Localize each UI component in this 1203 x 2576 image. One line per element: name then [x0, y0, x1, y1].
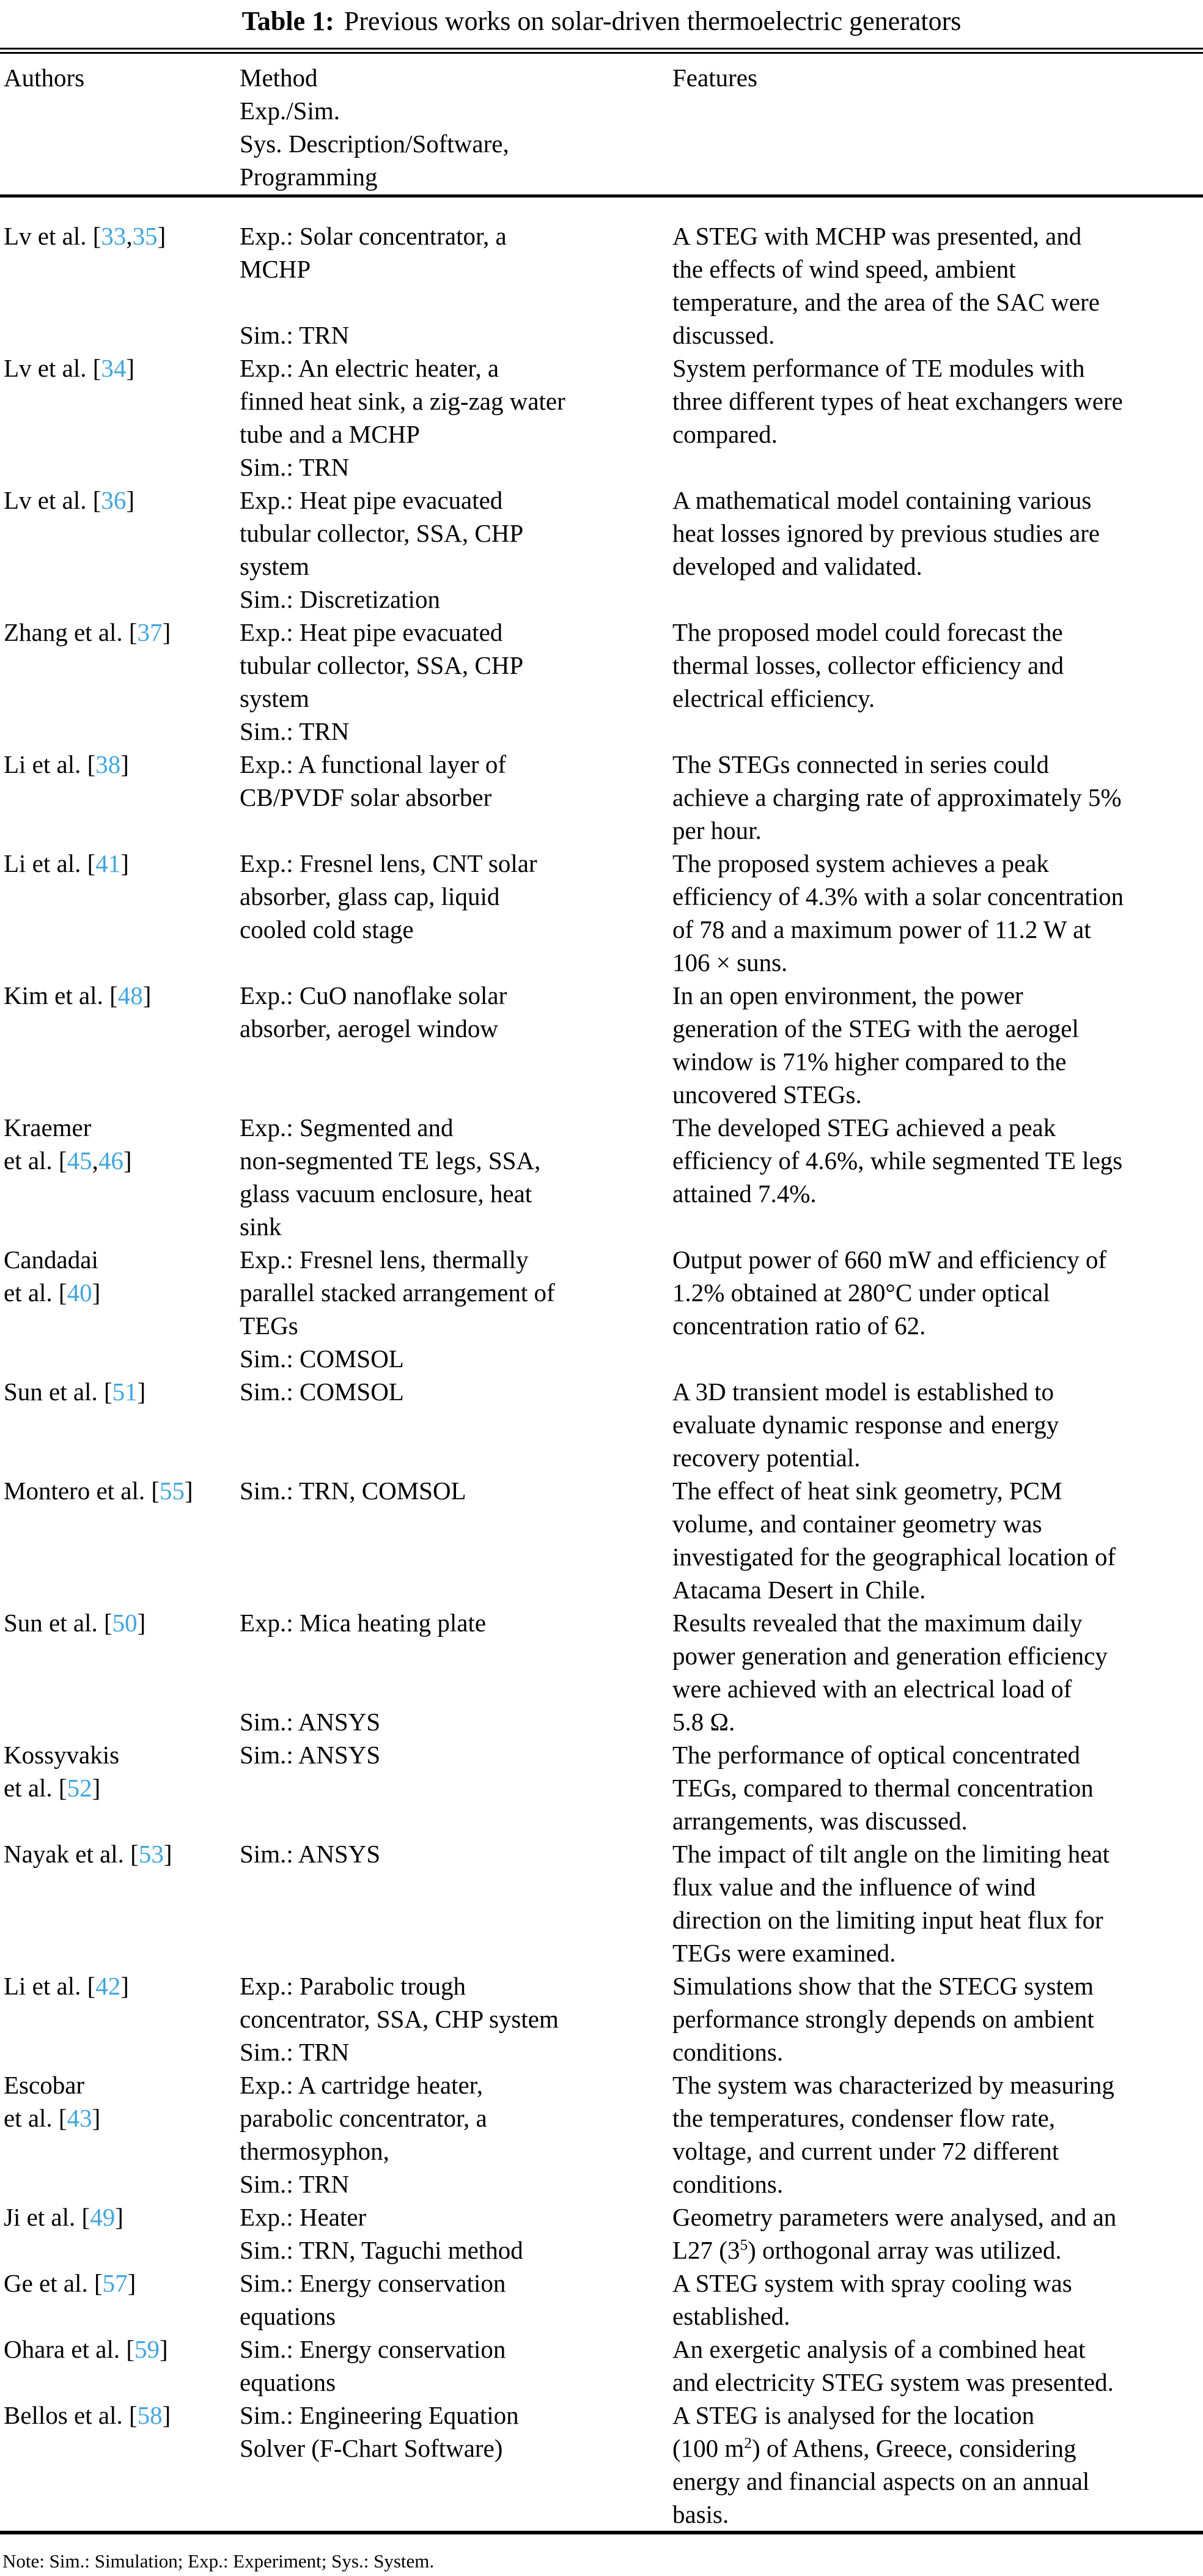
features-line: A STEG with MCHP was presented, and: [672, 222, 1082, 250]
features-cell: [672, 979, 1203, 1111]
citation-link[interactable]: 46: [98, 1146, 123, 1175]
method-cell: [240, 2069, 672, 2201]
features-line: Results revealed that the maximum daily: [672, 1609, 1083, 1637]
method-line: Sim.: ANSYS: [240, 1708, 381, 1736]
citation-link[interactable]: 34: [101, 354, 127, 382]
method-line: Sim.: TRN: [240, 2038, 350, 2066]
author-line: Lv et al. [34]: [4, 354, 135, 382]
features-line: TEGs were examined.: [672, 1939, 896, 1967]
citation-link[interactable]: 41: [95, 849, 121, 877]
author-cell: [0, 979, 240, 1111]
method-cell: [240, 748, 672, 847]
table-row: [0, 2399, 1203, 2531]
citation-link[interactable]: 37: [137, 618, 163, 646]
method-line: TEGs: [240, 1312, 298, 1340]
features-line: The system was characterized by measuring: [672, 2071, 1114, 2099]
features-line: The STEGs connected in series could: [672, 750, 1049, 778]
features-line: efficiency of 4.3% with a solar concentration: [672, 882, 1124, 910]
features-line: conditions.: [672, 2170, 784, 2198]
method-line: Sim.: TRN: [240, 321, 350, 349]
method-cell: [240, 220, 672, 352]
features-line: The proposed model could forecast the: [672, 618, 1063, 646]
features-line: System performance of TE modules with: [672, 354, 1085, 382]
table-number-label: Table 1:: [241, 6, 334, 36]
author-cell: [0, 616, 240, 748]
method-line: CB/PVDF solar absorber: [240, 783, 492, 811]
method-header-cell: [240, 61, 672, 193]
author-cell: [0, 1111, 240, 1243]
author-line: Bellos et al. [58]: [4, 2401, 171, 2429]
method-line: finned heat sink, a zig-zag water: [240, 387, 565, 415]
features-cell: [672, 2069, 1203, 2201]
citation-link[interactable]: 45: [67, 1146, 92, 1175]
col-header-authors: Authors: [4, 64, 85, 92]
method-line: sink: [240, 1212, 282, 1241]
method-line: [240, 286, 672, 319]
table-row: [0, 352, 1203, 484]
method-line: Sim.: Energy conservation: [240, 2335, 506, 2363]
features-line: The performance of optical concentrated: [672, 1741, 1081, 1769]
method-line: Sim.: TRN: [240, 717, 350, 745]
method-cell: [240, 979, 672, 1111]
table-row: [0, 1606, 1203, 1738]
citation-link[interactable]: 33: [101, 222, 127, 250]
author-cell: [0, 2069, 240, 2201]
features-line: An exergetic analysis of a combined heat: [672, 2335, 1086, 2363]
table-note: Note: Sim.: Simulation; Exp.: Experiment; Sys.: System.: [2, 2550, 435, 2572]
features-line: of 78 and a maximum power of 11.2 W at: [672, 915, 1091, 943]
features-line: attained 7.4%.: [672, 1179, 817, 1208]
features-line: 5.8 Ω.: [672, 1708, 735, 1736]
features-cell: [672, 748, 1203, 847]
author-cell: [0, 484, 240, 616]
method-line: Exp.: Parabolic trough: [240, 1972, 466, 2000]
features-line: uncovered STEGs.: [672, 1080, 862, 1109]
method-line: system: [240, 684, 309, 712]
method-line: Exp.: Heater: [240, 2203, 367, 2231]
table-row: [0, 2201, 1203, 2267]
features-cell: [672, 352, 1203, 484]
method-line: Exp.: Fresnel lens, thermally: [240, 1246, 529, 1274]
method-line: equations: [240, 2368, 336, 2396]
features-cell: [672, 2201, 1203, 2267]
citation-link[interactable]: 49: [90, 2203, 116, 2231]
method-line: tubular collector, SSA, CHP: [240, 651, 524, 679]
method-line: Sim.: Engineering Equation: [240, 2401, 519, 2429]
method-line: cooled cold stage: [240, 915, 414, 943]
features-line: temperature, and the area of the SAC were: [672, 288, 1100, 316]
features-cell: [672, 1375, 1203, 1474]
features-line: window is 71% higher compared to the: [672, 1047, 1067, 1076]
features-line: investigated for the geographical location of: [672, 1543, 1116, 1571]
method-line: tube and a MCHP: [240, 420, 420, 448]
method-cell: [240, 847, 672, 979]
author-line: Montero et al. [55]: [4, 1477, 193, 1505]
features-line: 106 × suns.: [672, 948, 788, 976]
features-cell: [672, 2267, 1203, 2333]
authors-header-cell: [0, 61, 240, 193]
features-line: electrical efficiency.: [672, 684, 875, 712]
author-cell: [0, 2267, 240, 2333]
features-line: the effects of wind speed, ambient: [672, 255, 1016, 283]
features-line: direction on the limiting input heat flux for: [672, 1906, 1103, 1934]
table-row: [0, 2267, 1203, 2333]
method-line: MCHP: [240, 255, 311, 283]
method-line: Sim.: TRN, COMSOL: [240, 1477, 466, 1505]
citation-link[interactable]: 35: [132, 222, 158, 250]
table-row: [0, 847, 1203, 979]
author-line: Li et al. [42]: [4, 1972, 129, 2000]
author-line: Zhang et al. [37]: [4, 618, 171, 646]
features-line: voltage, and current under 72 different: [672, 2137, 1059, 2165]
author-cell: [0, 748, 240, 847]
citation-link[interactable]: 43: [67, 2104, 92, 2132]
features-line: thermal losses, collector efficiency and: [672, 651, 1064, 679]
features-line: arrangements, was discussed.: [672, 1807, 968, 1835]
table-row: [0, 979, 1203, 1111]
features-line: compared.: [672, 420, 778, 448]
method-line: absorber, aerogel window: [240, 1014, 499, 1043]
table-row: [0, 1969, 1203, 2069]
author-cell: [0, 2399, 240, 2531]
features-line: L27 $(3^5)$ orthogonal array was utilized.: [672, 2236, 1062, 2264]
method-line: Exp.: An electric heater, a: [240, 354, 499, 382]
method-line: Sim.: ANSYS: [240, 1840, 381, 1868]
citation-link[interactable]: 48: [117, 981, 143, 1009]
table-header-row: [0, 61, 1203, 193]
method-line: Exp.: A functional layer of: [240, 750, 507, 778]
method-line: Sim.: TRN: [240, 453, 350, 481]
features-line: A STEG is analysed for the location: [672, 2401, 1035, 2429]
table-row: [0, 1111, 1203, 1243]
features-line: three different types of heat exchangers were: [672, 387, 1123, 415]
features-line: (100 $m^2$) of Athens, Greece, considering: [672, 2434, 1076, 2462]
table-row: [0, 1243, 1203, 1375]
paper-page: [0, 4, 1203, 2574]
features-cell: [672, 1969, 1203, 2069]
author-line: Ji et al. [49]: [4, 2203, 123, 2231]
author-line: Escobar: [4, 2071, 85, 2099]
method-line: [240, 1639, 672, 1672]
method-line: equations: [240, 2302, 336, 2330]
author-cell: [0, 1837, 240, 1969]
col-header-features: Features: [672, 64, 757, 92]
features-line: basis.: [672, 2500, 729, 2528]
method-line: Sim.: TRN: [240, 2170, 350, 2198]
features-line: generation of the STEG with the aerogel: [672, 1014, 1079, 1043]
method-line: parabolic concentrator, a: [240, 2104, 487, 2132]
features-line: achieve a charging rate of approximately 5%: [672, 783, 1122, 811]
top-rule: [0, 48, 1203, 54]
method-cell: [240, 1375, 672, 1474]
method-cell: [240, 2333, 672, 2399]
citation-link[interactable]: 38: [95, 750, 121, 778]
method-cell: [240, 1243, 672, 1375]
author-line: Nayak et al. [53]: [4, 1840, 172, 1868]
author-line: Kraemer: [4, 1113, 92, 1142]
table-row: [0, 748, 1203, 847]
author-line: Lv et al. [33,35]: [4, 222, 166, 250]
features-cell: [672, 2333, 1203, 2399]
features-line: concentration ratio of 62.: [672, 1312, 926, 1340]
author-line: Sun et al. [51]: [4, 1378, 146, 1406]
method-line: Exp.: Fresnel lens, CNT solar: [240, 849, 537, 877]
author-cell: [0, 1243, 240, 1375]
features-line: A STEG system with spray cooling was: [672, 2269, 1072, 2297]
table-title: [0, 4, 1203, 39]
features-line: the temperatures, condenser flow rate,: [672, 2104, 1056, 2132]
method-line: glass vacuum enclosure, heat: [240, 1179, 532, 1208]
col-header-exp-sim: Exp./Sim.: [240, 97, 340, 125]
features-line: per hour.: [672, 816, 762, 844]
table-row: [0, 2333, 1203, 2399]
citation-link[interactable]: 52: [67, 1774, 92, 1802]
features-line: A 3D transient model is established to: [672, 1378, 1054, 1406]
method-cell: [240, 1738, 672, 1837]
citation-link[interactable]: 58: [137, 2401, 163, 2429]
author-line: et al. [45,46]: [4, 1146, 132, 1175]
author-cell: [0, 352, 240, 484]
table-row: [0, 616, 1203, 748]
features-line: were achieved with an electrical load of: [672, 1675, 1072, 1703]
author-line: Li et al. [38]: [4, 750, 129, 778]
features-line: volume, and container geometry was: [672, 1510, 1042, 1538]
method-cell: [240, 616, 672, 748]
method-line: Exp.: Heat pipe evacuated: [240, 486, 503, 514]
features-line: Output power of 660 mW and efficiency of: [672, 1246, 1107, 1274]
bottom-rule: [0, 2531, 1203, 2534]
citation-link[interactable]: 42: [95, 1972, 121, 2000]
citation-link[interactable]: 53: [138, 1840, 164, 1868]
method-line: [240, 1672, 672, 1705]
method-cell: [240, 1837, 672, 1969]
col-header-sys-description: Sys. Description/Software,: [240, 130, 509, 158]
features-line: The proposed system achieves a peak: [672, 849, 1049, 877]
method-cell: [240, 484, 672, 616]
col-header-method: Method: [240, 64, 318, 92]
table-row: [0, 2069, 1203, 2201]
citation-link[interactable]: 55: [160, 1477, 185, 1505]
features-line: conditions.: [672, 2038, 784, 2066]
features-cell: [672, 484, 1203, 616]
author-cell: [0, 847, 240, 979]
author-line: Li et al. [41]: [4, 849, 129, 877]
citation-link[interactable]: 36: [101, 486, 127, 514]
features-cell: [672, 1606, 1203, 1738]
method-line: non-segmented TE legs, SSA,: [240, 1146, 541, 1175]
method-line: Sim.: COMSOL: [240, 1345, 404, 1373]
citation-link[interactable]: 51: [112, 1378, 138, 1406]
features-line: The effect of heat sink geometry, PCM: [672, 1477, 1062, 1505]
table-row: [0, 1738, 1203, 1837]
features-line: The impact of tilt angle on the limiting heat: [672, 1840, 1110, 1868]
features-line: The developed STEG achieved a peak: [672, 1113, 1056, 1142]
table-row: [0, 1375, 1203, 1474]
features-cell: [672, 1474, 1203, 1606]
method-line: Sim.: Discretization: [240, 585, 440, 613]
author-line: Ge et al. [57]: [4, 2269, 136, 2297]
author-cell: [0, 2201, 240, 2267]
author-cell: [0, 1606, 240, 1738]
method-line: system: [240, 552, 309, 580]
author-cell: [0, 1375, 240, 1474]
features-line: recovery potential.: [672, 1444, 861, 1472]
features-line: evaluate dynamic response and energy: [672, 1411, 1059, 1439]
features-line: efficiency of 4.6%, while segmented TE legs: [672, 1146, 1123, 1175]
author-line: et al. [43]: [4, 2104, 101, 2132]
method-line: Exp.: CuO nanoflake solar: [240, 981, 507, 1009]
features-line: established.: [672, 2302, 790, 2330]
features-cell: [672, 847, 1203, 979]
author-line: Lv et al. [36]: [4, 486, 135, 514]
citation-link[interactable]: 57: [102, 2269, 128, 2297]
features-line: discussed.: [672, 321, 775, 349]
author-cell: [0, 2333, 240, 2399]
method-line: tubular collector, SSA, CHP: [240, 519, 524, 547]
table-row: [0, 484, 1203, 616]
features-line: In an open environment, the power: [672, 981, 1023, 1009]
method-line: Exp.: A cartridge heater,: [240, 2071, 483, 2099]
method-cell: [240, 1606, 672, 1738]
features-cell: [672, 1837, 1203, 1969]
method-line: Solver (F-Chart Software): [240, 2434, 503, 2462]
method-cell: [240, 2201, 672, 2267]
author-cell: [0, 1738, 240, 1837]
table-row: [0, 220, 1203, 352]
features-line: and electricity STEG system was presented.: [672, 2368, 1114, 2396]
features-line: A mathematical model containing various: [672, 486, 1092, 514]
citation-link[interactable]: 59: [134, 2335, 160, 2363]
author-line: Kim et al. [48]: [4, 981, 152, 1009]
method-line: absorber, glass cap, liquid: [240, 882, 500, 910]
features-header-cell: [672, 61, 1203, 193]
features-cell: [672, 1111, 1203, 1243]
method-cell: [240, 1969, 672, 2069]
features-line: Atacama Desert in Chile.: [672, 1576, 926, 1604]
table-caption: Previous works on solar-driven thermoelectric generators: [344, 6, 962, 36]
author-line: et al. [52]: [4, 1774, 101, 1802]
method-line: Exp.: Segmented and: [240, 1113, 454, 1142]
features-cell: [672, 1738, 1203, 1837]
method-line: Sim.: ANSYS: [240, 1741, 381, 1769]
citation-link[interactable]: 50: [112, 1609, 138, 1637]
table-row: [0, 1474, 1203, 1606]
author-line: Sun et al. [50]: [4, 1609, 146, 1637]
features-cell: [672, 2399, 1203, 2531]
features-line: energy and financial aspects on an annual: [672, 2467, 1090, 2495]
header-rule: [0, 194, 1203, 197]
author-line: Candadai: [4, 1246, 98, 1274]
method-line: Exp.: Heat pipe evacuated: [240, 618, 503, 646]
features-cell: [672, 1243, 1203, 1375]
features-line: Geometry parameters were analysed, and an: [672, 2203, 1117, 2231]
author-line: Ohara et al. [59]: [4, 2335, 168, 2363]
method-line: Sim.: Energy conservation: [240, 2269, 506, 2297]
features-line: performance strongly depends on ambient: [672, 2005, 1094, 2033]
method-line: concentrator, SSA, CHP system: [240, 2005, 559, 2033]
features-line: heat losses ignored by previous studies are: [672, 519, 1100, 547]
method-line: thermosyphon,: [240, 2137, 389, 2165]
method-line: Sim.: COMSOL: [240, 1378, 404, 1406]
method-cell: [240, 2399, 672, 2531]
features-line: power generation and generation efficiency: [672, 1642, 1108, 1670]
table-body: [0, 220, 1203, 2531]
method-line: Sim.: TRN, Taguchi method: [240, 2236, 523, 2264]
features-line: TEGs, compared to thermal concentration: [672, 1774, 1094, 1802]
features-cell: [672, 616, 1203, 748]
author-line: et al. [40]: [4, 1279, 101, 1307]
method-cell: [240, 1474, 672, 1606]
features-cell: [672, 220, 1203, 352]
method-cell: [240, 1111, 672, 1243]
col-header-programming: Programming: [240, 163, 378, 191]
method-line: Exp.: Mica heating plate: [240, 1609, 487, 1637]
features-line: developed and validated.: [672, 552, 922, 580]
method-cell: [240, 2267, 672, 2333]
citation-link[interactable]: 40: [67, 1279, 92, 1307]
features-line: Simulations show that the STECG system: [672, 1972, 1094, 2000]
features-line: flux value and the influence of wind: [672, 1873, 1036, 1901]
method-line: parallel stacked arrangement of: [240, 1279, 555, 1307]
author-cell: [0, 220, 240, 352]
author-cell: [0, 1969, 240, 2069]
table-row: [0, 1837, 1203, 1969]
features-line: 1.2% obtained at 280°C under optical: [672, 1279, 1050, 1307]
author-line: Kossyvakis: [4, 1741, 120, 1769]
method-line: Exp.: Solar concentrator, a: [240, 222, 507, 250]
method-cell: [240, 352, 672, 484]
author-cell: [0, 1474, 240, 1606]
